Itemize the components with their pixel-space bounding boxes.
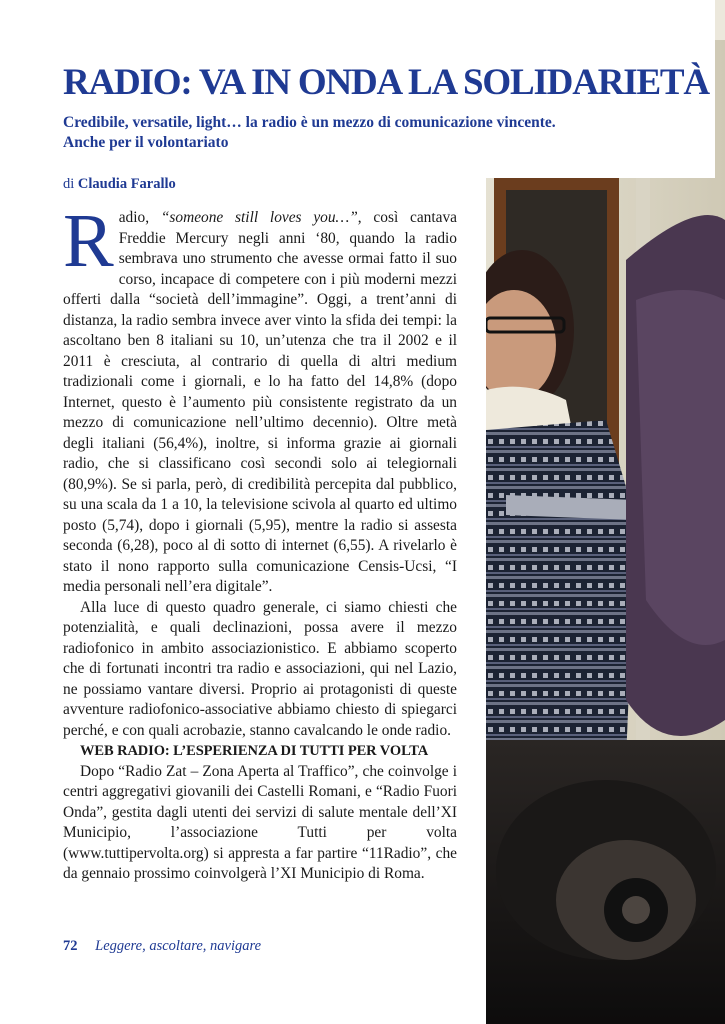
article-body: [63, 199, 457, 885]
paragraph-3: Dopo “Radio Zat – Zona Aperta al Traffico”, che coinvolge i centri aggregativi giovanili dei Castelli Romani, e “Radio Fuori Onda”, gestita dagli utenti dei servizi di salute mentale dell’XI Municipio, l’associazione Tutti per volta (www.tuttipervolta.org) si appresta a far partire “11Radio”, che da gennaio prossimo coinvolgerà l’XI Municipio di Roma.: [63, 762, 457, 882]
author-name: Claudia Farallo: [77, 176, 176, 192]
article-subtitle: [63, 113, 683, 153]
p1-start: adio,: [118, 209, 161, 226]
title-band: [0, 0, 715, 178]
page-number: 72: [63, 938, 78, 954]
page-footer: [63, 938, 261, 955]
drop-cap: R: [63, 199, 114, 283]
song-quote: “someone still loves you…”: [160, 209, 358, 226]
paragraph-1: [63, 199, 457, 598]
subtitle-line-1: Credibile, versatile, light… la radio è un mezzo di comunicazione vincente.: [63, 114, 556, 131]
article-title: RADIO: VA IN ONDA LA SOLIDARIETÀ: [63, 62, 709, 103]
byline-prefix: di: [63, 176, 75, 192]
section-heading: WEB RADIO: L’ESPERIENZA DI TUTTI PER VOLTA: [80, 743, 429, 759]
p1-rest: , così cantava Freddie Mercury negli anni ‘80, quando la radio sembrava uno strumento che avesse ormai fatto il suo corso, incapace di competere con i più moderni mezzi offerti dalla “società dell’immagine”. Oggi, a trent’anni di distanza, la radio sembra invece aver vinto la sfida dei tempi: la ascoltano ben 8 italiani su 10, un’utenza che tra il 2002 e il 2011 è cresciuta, al contrario di quella di altri medium tradizionali come i giornali, e lo ha fatto del 14,8% (dopo Internet, questo è l’aumento più consistente registrato da un mezzo di comunicazione nell’ultimo decennio). Oltre metà degli italiani (56,4%), inoltre, si informa grazie ai giornali radio, che si classificano così secondi solo ai telegiornali (80,9%). Se si parla, però, di credibilità percepita dal pubblico, su una scala da 1 a 10, la televisione scivola al quarto ed ultimo posto (5,74), dopo i giornali (5,95), mentre la radio si assesta seconda (6,28), poco al di sotto di internet (6,55). A rivelarlo è stato il nono rapporto sulla comunicazione Censis-Ucsi, “I media personali nell’era digitale”.: [63, 209, 457, 595]
paragraph-2: Alla luce di questo quadro generale, ci siamo chiesti che potenzialità, e quali declinazioni, possa avere il mezzo radiofonico in ambito associazionistico. E abbiamo scoperto che di fortunati incontri tra radio e associazioni, qui nel Lazio, ne possiamo vantare diversi. Proprio ai protagonisti di queste avventure radiofonico-associative abbiamo chiesto di spiegarci perché, e con quali acrobazie, stanno cavalcando le onde radio.: [63, 598, 457, 739]
byline: [63, 176, 176, 193]
subtitle-line-2: Anche per il volontariato: [63, 134, 229, 151]
running-title: Leggere, ascoltare, navigare: [95, 938, 262, 954]
